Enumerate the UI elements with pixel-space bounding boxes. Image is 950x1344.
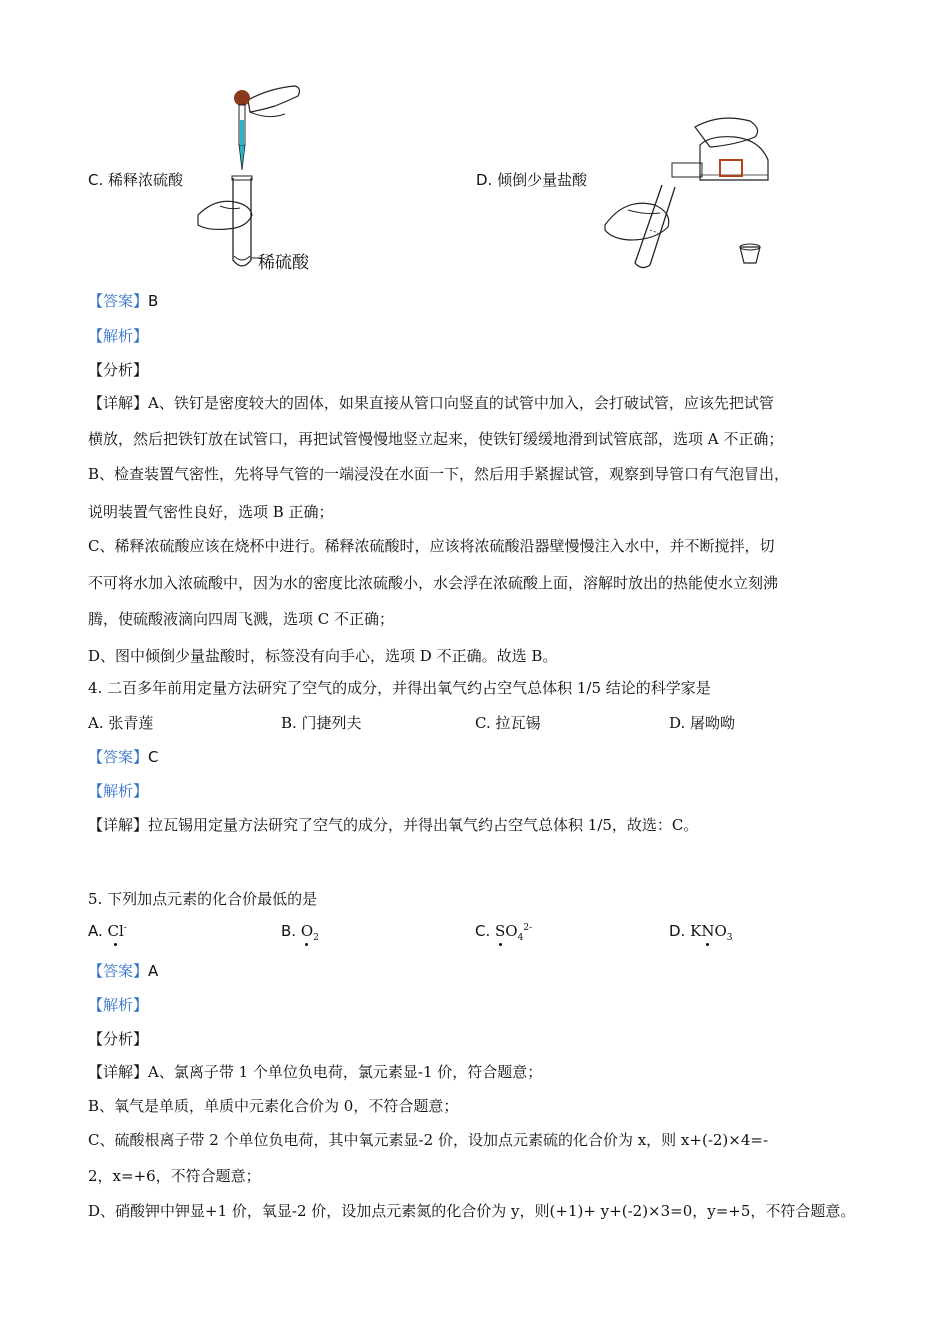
q4-analysis-tag: 【解析】 [88,782,149,800]
q5-option-a: A. Cl- [88,922,127,940]
answer-tag: 【答案】 [88,748,149,766]
q4-stem: 4. 二百多年前用定量方法研究了空气的成分，并得出氧气约占空气总体积 1/5 结论的科学家是 [88,679,711,697]
q5-option-d: D. $KNO_3$ [669,922,733,943]
q4-option-a: A. 张青莲 [88,714,154,732]
q3-answer-line [88,290,158,311]
q5-answer-line [88,960,158,981]
answer-tag: 【答案】 [88,962,149,980]
q3-detail-line: 腾，使硫酸液滴向四周飞溅，选项 C 不正确； [88,610,395,628]
q3-detail-line: D、图中倾倒少量盐酸时，标签没有向手心，选项 D 不正确。故选 B。 [88,647,558,665]
q3-detail-line: C、稀释浓硫酸应该在烧杯中进行。稀释浓硫酸时，应该将浓硫酸沿器壁慢慢注入水中，并不断搅拌，切 [88,537,775,555]
q5-stem: 5. 下列加点元素的化合价最低的是 [88,890,318,908]
dotted-element: N [701,922,715,940]
q4-option-c: C. 拉瓦锡 [475,714,541,732]
q5-analysis-tag: 【解析】 [88,996,149,1014]
figure-d-pour-acid [600,115,790,275]
answer-value: A [148,962,159,980]
q3-analysis2-tag: 【分析】 [88,361,149,379]
answer-tag: 【答案】 [88,292,149,310]
q3-detail-line: 横放，然后把铁钉放在试管口，再把试管慢慢地竖立起来，使铁钉缓缓地滑到试管底部，选项 A 不正确； [88,430,784,448]
q5-detail-line: D、硝酸钾中钾显+1 价，氧显-2 价，设加点元素氮的化合价为 y，则(+1)+ y+(-2)×3=0，y=+5，不符合题意。 [88,1202,856,1220]
answer-value: C [148,748,159,766]
q5-detail-line: C、硫酸根离子带 2 个单位负电荷，其中氧元素显-2 价，设加点元素硫的化合价为 x，则 x+(-2)×4=- [88,1131,769,1149]
q3-analysis-tag: 【解析】 [88,327,149,345]
dotted-element: Cl [107,922,124,940]
q5-detail-line: B、氧气是单质，单质中元素化合价为 0，不符合题意； [88,1097,459,1115]
q5-analysis2-tag: 【分析】 [88,1030,149,1048]
answer-value: B [148,292,159,310]
q4-answer-line [88,746,159,767]
q5-option-c: C. $SO_4^{2-}$ [475,922,533,943]
dotted-element: O [300,922,314,940]
figure-c-dilute-acid [190,80,330,275]
q3-detail-line: 【详解】A、铁钉是密度较大的固体，如果直接从管口向竖直的试管中加入，会打破试管，应该先把试管 [88,394,774,412]
q5-detail-line: 【详解】A、氯离子带 1 个单位负电荷，氯元素显-1 价，符合题意； [88,1063,543,1081]
figure-c-tube-label: 稀硫酸 [258,253,309,273]
dotted-element: S [495,922,506,940]
q3-detail-line: 不可将水加入浓硫酸中，因为水的密度比浓硫酸小，水会浮在浓硫酸上面，溶解时放出的热能使水立刻沸 [88,574,779,592]
q3-detail-line: 说明装置气密性良好，选项 B 正确； [88,503,334,521]
q3-option-c-label: C. 稀释浓硫酸 [88,171,184,189]
q4-option-b: B. 门捷列夫 [281,714,362,732]
q4-option-d: D. 屠呦呦 [669,714,736,732]
q3-option-d-label: D. 倾倒少量盐酸 [476,171,588,189]
q5-option-b: B. $O_2$ [281,922,319,943]
q5-detail-line: 2，x=+6，不符合题意； [88,1167,261,1185]
q4-detail: 【详解】拉瓦锡用定量方法研究了空气的成分，并得出氧气约占空气总体积 1/5，故选：C。 [88,816,699,834]
q3-detail-line: B、检查装置气密性，先将导气管的一端浸没在水面一下，然后用手紧握试管，观察到导管口有气泡冒出， [88,465,790,483]
